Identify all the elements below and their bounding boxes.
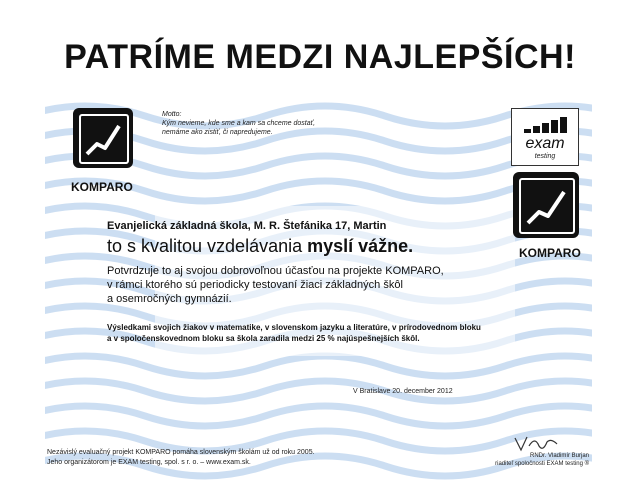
komparo-logo-left xyxy=(73,108,133,168)
signatory-role: riaditeľ spoločnosti EXAM testing ® xyxy=(495,461,589,467)
participation-paragraph xyxy=(107,264,444,306)
chart-frame-icon xyxy=(79,114,129,164)
exam-logo-word: exam xyxy=(525,135,565,152)
exam-testing-logo xyxy=(511,108,579,166)
motto-line-2: nemáme ako zistiť, či napredujeme. xyxy=(162,129,273,136)
paragraph-line-3: a osemročných gymnázií. xyxy=(107,293,232,305)
motto-block xyxy=(162,110,315,137)
signatory-block xyxy=(461,452,589,468)
motto-line-1: Kým nevieme, kde sme a kam sa chceme dostať, xyxy=(162,120,316,127)
paragraph-line-1: Potvrdzuje to aj svojou dobrovoľnou účasťou na projekte KOMPARO, xyxy=(107,265,444,277)
komparo-logo-right xyxy=(513,172,579,238)
quality-statement xyxy=(107,236,413,257)
school-name: Evanjelická základná škola, M. R. Štefánika 17, Martin xyxy=(107,220,387,232)
paragraph-line-2: v rámci ktorého sú periodicky testovaní žiaci základných škôl xyxy=(107,279,403,291)
komparo-logo-label-right: KOMPARO xyxy=(519,246,581,260)
place-date: V Bratislave 20. december 2012 xyxy=(353,388,453,395)
footnote xyxy=(47,448,315,468)
quality-emphasis: myslí vážne. xyxy=(307,236,414,256)
page-headline: PATRÍME MEDZI NAJLEPŠÍCH! xyxy=(64,38,576,76)
trend-chart-icon xyxy=(81,116,127,162)
quality-prefix: to s kvalitou vzdelávania xyxy=(107,236,308,256)
footnote-line-2: Jeho organizátorom je EXAM testing, spol. s r. o. – www.exam.sk. xyxy=(47,459,251,466)
results-line-1: Výsledkami svojich žiakov v matematike, v slovenskom jazyku a literatúre, v prírodovednom bloku xyxy=(107,323,481,332)
exam-logo-sub: testing xyxy=(534,153,556,160)
signatory-name: RNDr. Vladimír Burjan xyxy=(529,453,589,459)
trend-chart-icon xyxy=(521,180,573,232)
komparo-logo-label-left: KOMPARO xyxy=(71,180,133,194)
certificate xyxy=(45,96,592,480)
signature-image xyxy=(511,434,561,454)
motto-title: Motto: xyxy=(162,111,182,118)
results-line-2: a v spoločenskovednom bloku sa škola zaradila medzi 25 % najúspešnejších škôl. xyxy=(107,334,420,343)
chart-frame-icon xyxy=(519,178,575,234)
results-paragraph xyxy=(107,322,481,344)
footnote-line-1: Nezávislý evaluačný projekt KOMPARO pomáha slovenským školám už od roku 2005. xyxy=(47,449,315,456)
